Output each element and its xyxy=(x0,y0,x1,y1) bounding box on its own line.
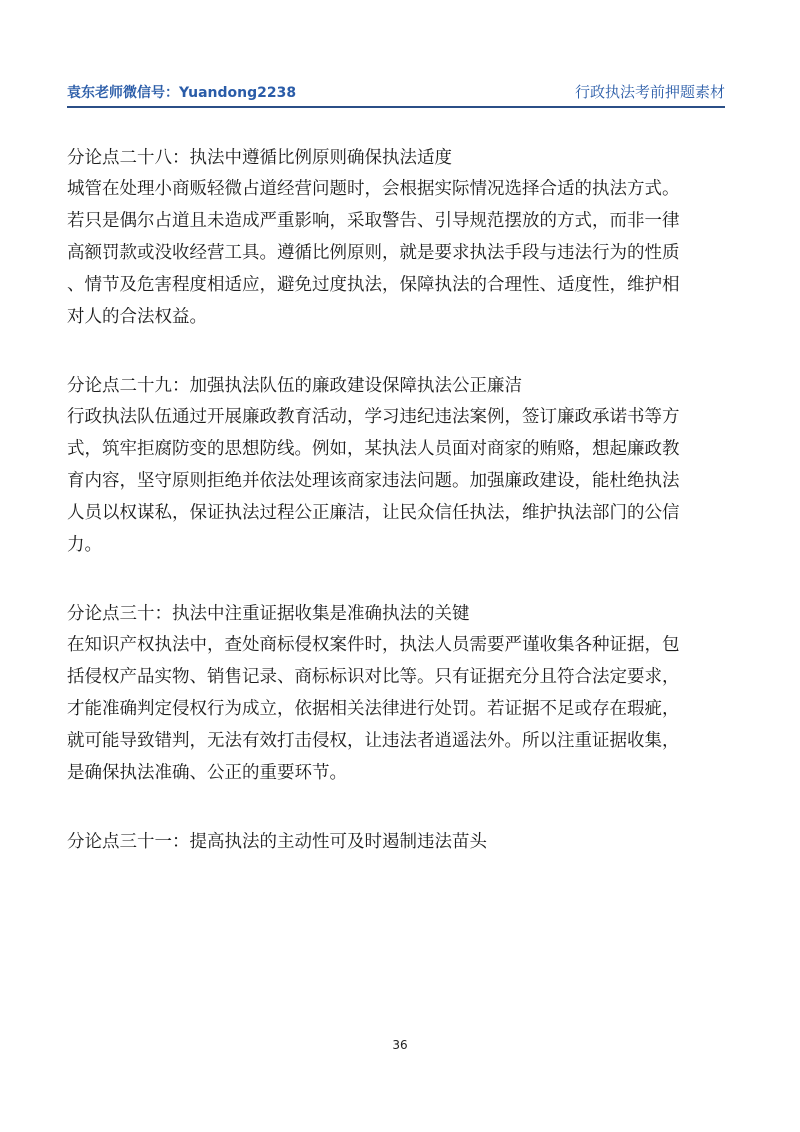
paragraph-line: 育内容，坚守原则拒绝并依法处理该商家违法问题。加强廉政建设，能杜绝执法 xyxy=(67,471,680,491)
section-heading: 分论点二十八：执法中遵循比例原则确保执法适度 xyxy=(67,148,452,168)
section-29 xyxy=(67,371,731,561)
section-30 xyxy=(67,599,731,789)
paragraph-line: 人员以权谋私，保证执法过程公正廉洁，让民众信任执法，维护执法部门的公信 xyxy=(67,503,680,523)
paragraph-line: 城管在处理小商贩轻微占道经营问题时，会根据实际情况选择合适的执法方式。 xyxy=(67,179,680,199)
header-title: 行政执法考前押题素材 xyxy=(574,83,725,101)
document-body xyxy=(67,143,731,857)
paragraph-line: 对人的合法权益。 xyxy=(67,307,207,327)
paragraph-line: 括侵权产品实物、销售记录、商标标识对比等。只有证据充分且符合法定要求， xyxy=(67,667,680,687)
paragraph-line: 是确保执法准确、公正的重要环节。 xyxy=(67,763,347,783)
paragraph-line: 就可能导致错判，无法有效打击侵权，让违法者逍遥法外。所以注重证据收集， xyxy=(67,731,680,751)
paragraph-line: 若只是偶尔占道且未造成严重影响，采取警告、引导规范摆放的方式，而非一律 xyxy=(67,211,680,231)
section-heading: 分论点二十九：加强执法队伍的廉政建设保障执法公正廉洁 xyxy=(67,376,522,396)
paragraph-line: 式，筑牢拒腐防变的思想防线。例如，某执法人员面对商家的贿赂，想起廉政教 xyxy=(67,439,680,459)
header-contact: 袁东老师微信号：Yuandong2238 xyxy=(67,85,297,101)
paragraph-line: 才能准确判定侵权行为成立，依据相关法律进行处罚。若证据不足或存在瑕疵， xyxy=(67,699,680,719)
page-header xyxy=(67,80,725,108)
page-number: 36 xyxy=(392,1038,408,1052)
section-heading: 分论点三十一：提高执法的主动性可及时遏制违法苗头 xyxy=(67,832,487,852)
paragraph-line: 高额罚款或没收经营工具。遵循比例原则，就是要求执法手段与违法行为的性质 xyxy=(67,243,680,263)
paragraph-line: 、情节及危害程度相适应，避免过度执法，保障执法的合理性、适度性，维护相 xyxy=(67,275,680,295)
section-31 xyxy=(67,827,731,857)
paragraph-line: 在知识产权执法中，查处商标侵权案件时，执法人员需要严谨收集各种证据，包 xyxy=(67,635,680,655)
paragraph-line: 力。 xyxy=(67,535,102,555)
paragraph-line: 行政执法队伍通过开展廉政教育活动，学习违纪违法案例，签订廉政承诺书等方 xyxy=(67,407,680,427)
section-heading: 分论点三十：执法中注重证据收集是准确执法的关键 xyxy=(67,604,470,624)
section-28 xyxy=(67,143,731,333)
